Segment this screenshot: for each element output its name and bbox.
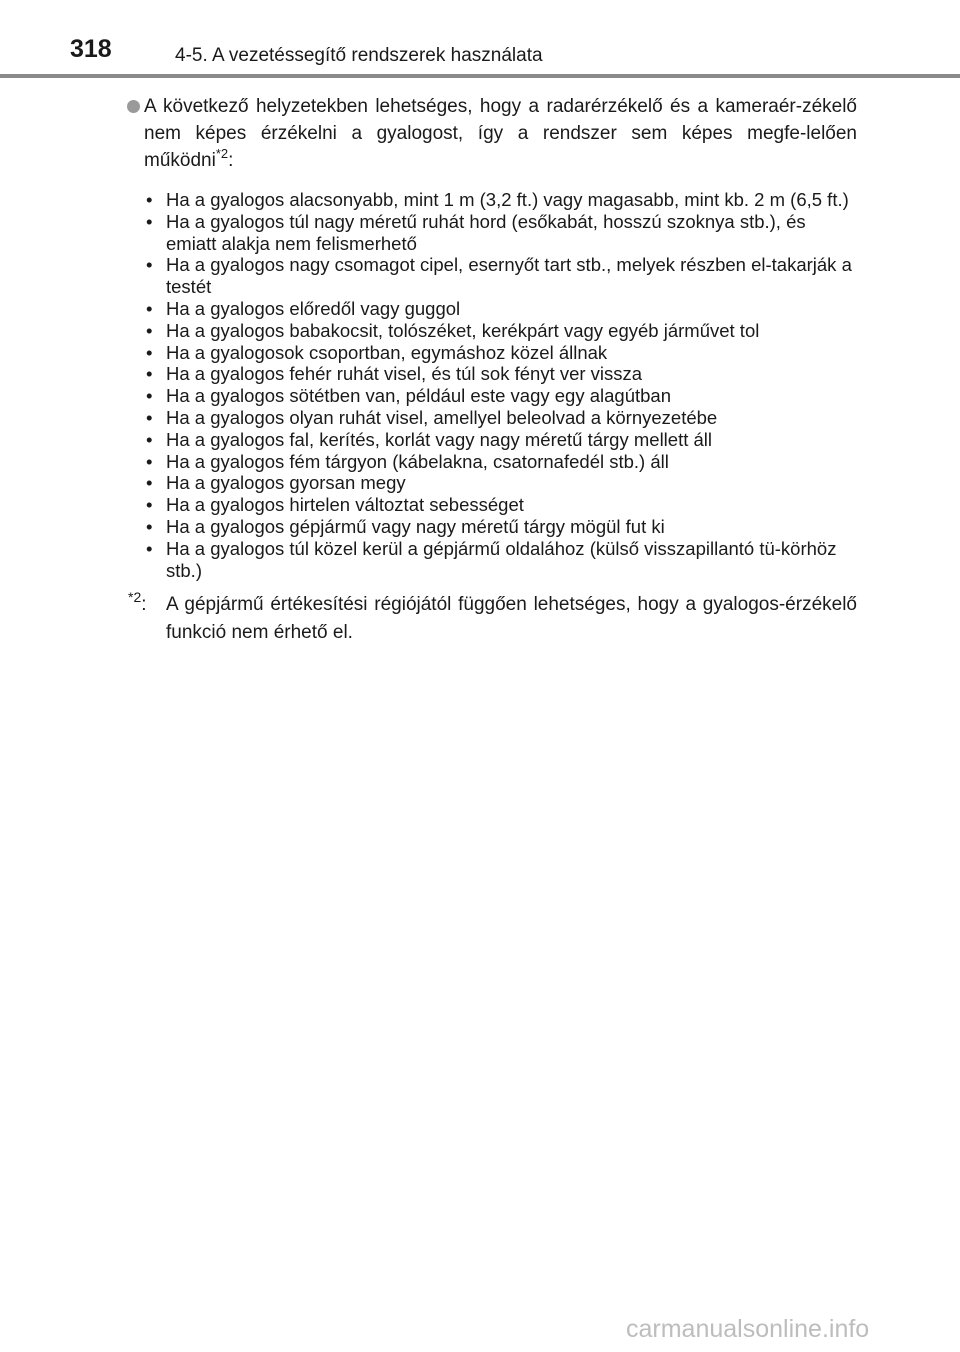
list-item-text: Ha a gyalogos nagy csomagot cipel, esernyőt tart stb., melyek részben el-takarják a testét <box>166 254 852 298</box>
list-item-text: Ha a gyalogos előredől vagy guggol <box>166 297 461 319</box>
list-item-text: Ha a gyalogos gyorsan megy <box>166 472 406 494</box>
list-item-text: Ha a gyalogosok csoportban, egymáshoz közel állnak <box>166 341 608 363</box>
section-title: 4-5. A vezetéssegítő rendszerek használata <box>175 45 543 66</box>
list-item <box>127 363 857 385</box>
footnote-mark <box>128 591 147 619</box>
bullet-icon: • <box>146 385 153 407</box>
bullet-icon: • <box>146 210 153 232</box>
list-item <box>127 538 857 582</box>
bullet-icon: • <box>146 297 153 319</box>
list-item-text: Ha a gyalogos olyan ruhát visel, amellyel beleolvad a környezetébe <box>166 406 718 428</box>
header-divider <box>0 74 960 78</box>
footnote-text: A gépjármű értékesítési régiójától függően lehetséges, hogy a gyalogos-érzékelő funkció nem érhető el. <box>166 594 857 644</box>
list-item <box>127 211 857 255</box>
bullet-icon: • <box>146 472 153 494</box>
list-item <box>127 254 857 298</box>
intro-paragraph <box>127 93 857 174</box>
bullet-icon: • <box>146 406 153 428</box>
list-item <box>127 189 857 211</box>
intro-colon: : <box>228 150 234 171</box>
footnote-colon: : <box>141 594 147 616</box>
list-item-text: Ha a gyalogos túl nagy méretű ruhát hord (esőkabát, hosszú szoknya stb.), és emiatt alakja nem felismerhető <box>166 210 806 254</box>
page-number: 318 <box>70 35 112 63</box>
list-item-text: Ha a gyalogos gépjármű vagy nagy méretű tárgy mögül fut ki <box>166 515 665 537</box>
bullet-icon: • <box>146 363 153 385</box>
main-content <box>127 93 857 647</box>
list-item <box>127 385 857 407</box>
footnote-reference: *2 <box>215 146 229 161</box>
list-item-text: Ha a gyalogos fém tárgyon (kábelakna, csatornafedél stb.) áll <box>166 450 669 472</box>
bullet-icon: • <box>146 537 153 559</box>
list-item-text: Ha a gyalogos fehér ruhát visel, és túl sok fényt ver vissza <box>166 363 643 385</box>
list-item <box>127 407 857 429</box>
list-item <box>127 342 857 364</box>
bullet-icon: • <box>146 515 153 537</box>
footnote-mark-label: *2 <box>128 589 142 606</box>
list-item-text: Ha a gyalogos babakocsit, tolószéket, kerékpárt vagy egyéb járművet tol <box>166 319 760 341</box>
footnote <box>127 591 857 647</box>
list-item-text: Ha a gyalogos alacsonyabb, mint 1 m (3,2 ft.) vagy magasabb, mint kb. 2 m (6,5 ft.) <box>166 189 849 210</box>
list-item-text: Ha a gyalogos sötétben van, például este vagy egy alagútban <box>166 385 672 407</box>
list-item-text: Ha a gyalogos hirtelen változtat sebességet <box>166 494 524 516</box>
bullet-icon: • <box>146 450 153 472</box>
bullet-icon: • <box>146 428 153 450</box>
list-item <box>127 298 857 320</box>
bullet-icon: • <box>146 494 153 516</box>
intro-text: A következő helyzetekben lehetséges, hogy a radarérzékelő és a kameraér-zékelő nem képes érzékelni a gyalogost, így a rendszer sem képes megfe-lelően működni <box>144 96 857 171</box>
list-item <box>127 320 857 342</box>
list-item <box>127 494 857 516</box>
circle-bullet-icon <box>127 100 140 113</box>
list-item-text: Ha a gyalogos túl közel kerül a gépjármű oldalához (külső visszapillantó tü-körhöz stb.) <box>166 537 837 581</box>
list-item <box>127 472 857 494</box>
list-item <box>127 429 857 451</box>
bullet-icon: • <box>146 319 153 341</box>
watermark-text: carmanualsonline.info <box>626 1315 870 1343</box>
conditions-list <box>127 189 857 581</box>
bullet-icon: • <box>146 254 153 276</box>
list-item <box>127 451 857 473</box>
page-header <box>0 0 960 80</box>
bullet-icon: • <box>146 341 153 363</box>
list-item-text: Ha a gyalogos fal, kerítés, korlát vagy nagy méretű tárgy mellett áll <box>166 428 713 450</box>
bullet-icon: • <box>146 189 153 210</box>
list-item <box>127 516 857 538</box>
